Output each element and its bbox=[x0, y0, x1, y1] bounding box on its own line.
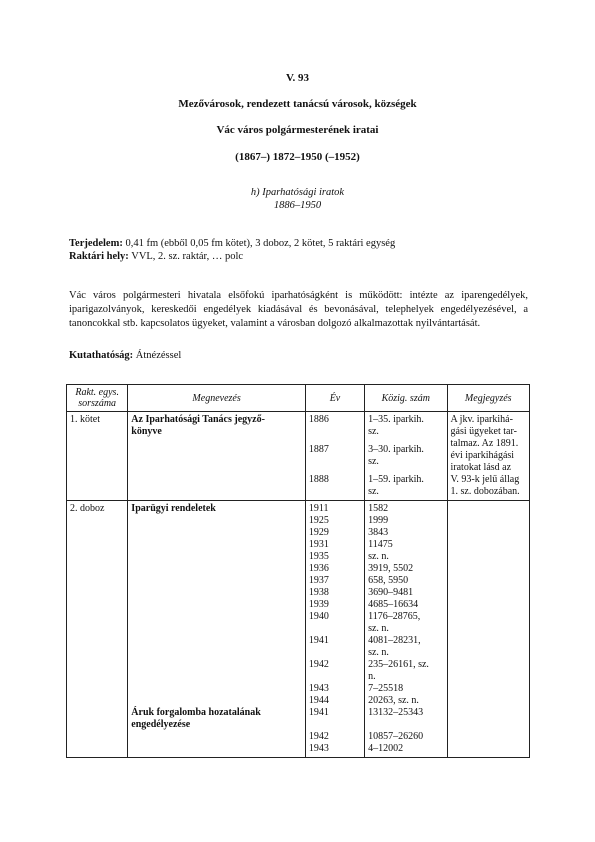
row2-number: 13132–25343 bbox=[368, 707, 424, 718]
row1-note: A jkv. iparkihá- gási ügyeket tar- talmaz. Az 1891. évi iparkihágási iratokat lásd az V. 93-k jelű állag 1. sz. dobozában. bbox=[447, 412, 530, 501]
row1-title: Az Iparhatósági Tanács jegyző- könyve bbox=[128, 412, 306, 501]
row2-year: 1940 bbox=[308, 611, 329, 622]
header-title: Megnevezés bbox=[128, 385, 306, 412]
row1-unit: 1. kötet bbox=[67, 412, 128, 501]
row2-number: sz. n. bbox=[368, 551, 389, 562]
inventory-table bbox=[66, 384, 530, 758]
row2-year: 1942 bbox=[308, 731, 329, 742]
row2-year: 1943 bbox=[308, 743, 329, 754]
row2-number: 658, 5950 bbox=[368, 575, 409, 586]
row2-year: 1942 bbox=[308, 659, 329, 670]
fonds-title: Vác város polgármesterének iratai bbox=[216, 124, 379, 136]
row2-year: 1939 bbox=[308, 599, 329, 610]
row2-number: 10857–26260 bbox=[368, 731, 424, 742]
row2-years bbox=[305, 501, 364, 758]
row2-number: sz. n. bbox=[368, 623, 389, 634]
row2-year bbox=[309, 671, 361, 683]
row2-number: 1582 bbox=[368, 503, 389, 514]
extent-value: 0,41 fm (ebből 0,05 fm kötet), 3 doboz, 2 kötet, 5 raktári egység bbox=[122, 238, 396, 249]
table-row bbox=[67, 412, 530, 501]
row2-number: 235–26161, sz. bbox=[368, 659, 429, 670]
subseries-dates: 1886–1950 bbox=[273, 200, 322, 211]
row2-year: 1944 bbox=[308, 695, 329, 706]
row2-year: 1929 bbox=[308, 527, 329, 538]
row2-year: 1911 bbox=[308, 503, 329, 514]
location-value: VVL, 2. sz. raktár, … polc bbox=[128, 251, 244, 262]
subseries-title: h) Iparhatósági iratok bbox=[250, 187, 345, 198]
row2-numbers bbox=[365, 501, 447, 758]
row2-number: 4–12002 bbox=[368, 743, 404, 754]
fonds-dates: (1867–) 1872–1950 (–1952) bbox=[235, 151, 360, 163]
row2-number: 4685–16634 bbox=[368, 599, 419, 610]
row2-number: 20263, sz. n. bbox=[368, 695, 419, 706]
row2-year: 1931 bbox=[308, 539, 329, 550]
extent-label: Terjedelem: bbox=[69, 238, 123, 249]
row2-year bbox=[309, 623, 361, 635]
row2-title: Iparügyi rendeletek Áruk forgalomba hozatalának engedélyezése bbox=[128, 501, 306, 758]
row2-year bbox=[309, 647, 361, 659]
access-line bbox=[69, 350, 181, 361]
header-note: Megjegyzés bbox=[447, 385, 530, 412]
series-category: Mezővárosok, rendezett tanácsú városok, községek bbox=[178, 98, 417, 110]
table-row bbox=[67, 501, 530, 758]
header-unit: Rakt. egys. sorszáma bbox=[67, 385, 128, 412]
row2-year: 1943 bbox=[308, 683, 329, 694]
row2-number: 4081–28231, bbox=[368, 635, 421, 646]
series-code: V. 93 bbox=[285, 72, 310, 84]
row2-year: 1941 bbox=[308, 635, 329, 646]
location-label: Raktári hely: bbox=[69, 251, 129, 262]
location-line bbox=[69, 251, 243, 262]
row2-number: 3690–9481 bbox=[368, 587, 414, 598]
row2-unit: 2. doboz bbox=[67, 501, 128, 758]
row2-number: 1176–28765, bbox=[368, 611, 421, 622]
row2-number: 3919, 5502 bbox=[368, 563, 414, 574]
row2-number: n. bbox=[368, 671, 376, 682]
header-year: Év bbox=[305, 385, 364, 412]
row2-year: 1938 bbox=[308, 587, 329, 598]
row2-number: 7–25518 bbox=[368, 683, 404, 694]
row1-years: 1886 1887 1888 bbox=[305, 412, 364, 501]
row1-numbers: 1–35. iparkih. sz. 3–30. iparkih. sz. 1–59. iparkih. sz. bbox=[365, 412, 447, 501]
table-header-row bbox=[67, 385, 530, 412]
extent-line bbox=[69, 238, 395, 249]
row2-year: 1925 bbox=[308, 515, 329, 526]
row2-number: 11475 bbox=[368, 539, 393, 550]
description-paragraph: Vác város polgármesteri hivatala elsőfokú iparhatóságként is működött: intézte az iparengedélyek, iparigazolványok, kereskedői engedélyek kiadásával és bevonásával, telephelyek engedélyezésével, a tanoncokkal stb. kapcsolatos ügyeket, valamint a városban dolgozó alkalmazottak nyilvántartását. bbox=[69, 290, 528, 329]
row2-number: 1999 bbox=[368, 515, 389, 526]
row2-year: 1936 bbox=[308, 563, 329, 574]
access-value: Átnézéssel bbox=[133, 350, 182, 361]
row2-year: 1937 bbox=[308, 575, 329, 586]
header-number: Közig. szám bbox=[365, 385, 447, 412]
access-label: Kutathatóság: bbox=[69, 350, 134, 361]
row2-number: 3843 bbox=[368, 527, 389, 538]
row2-year: 1941 bbox=[308, 707, 329, 718]
row2-note bbox=[447, 501, 530, 758]
row2-number bbox=[368, 719, 443, 731]
row2-number: sz. n. bbox=[368, 647, 389, 658]
row2-year: 1935 bbox=[308, 551, 329, 562]
row2-year bbox=[309, 719, 361, 731]
